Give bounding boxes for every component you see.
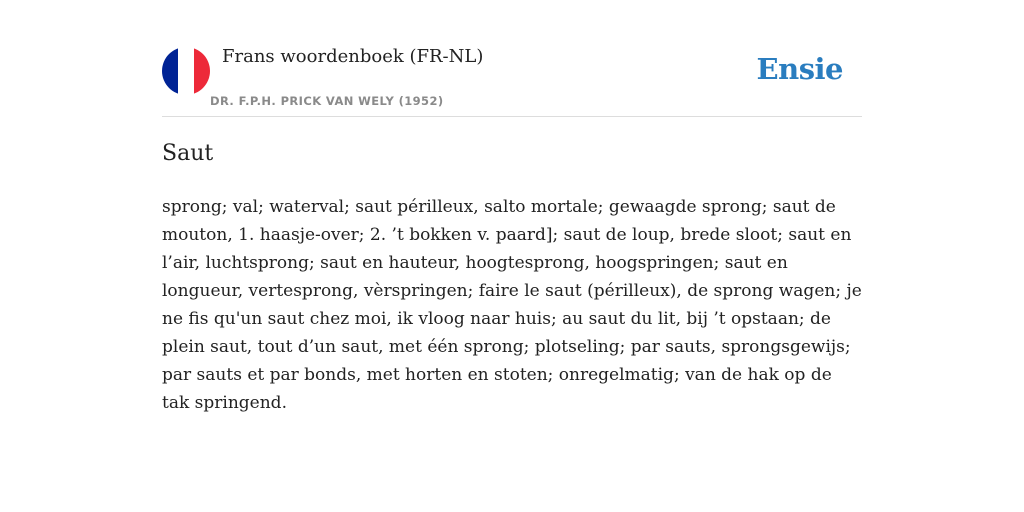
flag-stripe-white xyxy=(178,47,194,95)
flag-stripe-blue xyxy=(162,47,178,95)
entry-headword: Saut xyxy=(162,141,214,166)
dictionary-entry-card xyxy=(162,0,862,413)
dictionary-author: DR. F.P.H. PRICK VAN WELY (1952) xyxy=(210,94,444,108)
flag-stripe-red xyxy=(194,47,210,95)
dictionary-title[interactable]: Frans woordenboek (FR-NL) xyxy=(222,46,484,67)
dictionary-header xyxy=(162,0,862,117)
entry-definition: sprong; val; waterval; saut périlleux, salto mortale; gewaagde sprong; saut de mouton, 1. haasje-over; 2. ’t bokken v. paard]; saut de loup, brede sloot; saut en l’air, luchtsprong; saut en hauteur, hoogtesprong, hoogspringen; saut en longueur, vertesprong, vèrspringen; faire le saut (périlleux), de sprong wagen; je ne fis qu'un saut chez moi, ik vloog naar huis; au saut du lit, bij ’t opstaan; de plein saut, tout d’un saut, met één sprong; plotseling; par sauts, sprongsgewijs; par sauts et par bonds, met horten en stoten; onregelmatig; van de hak op de tak springend. xyxy=(162,197,862,413)
ensie-logo-link[interactable]: Ensie xyxy=(756,52,843,86)
france-flag-icon xyxy=(162,47,210,95)
